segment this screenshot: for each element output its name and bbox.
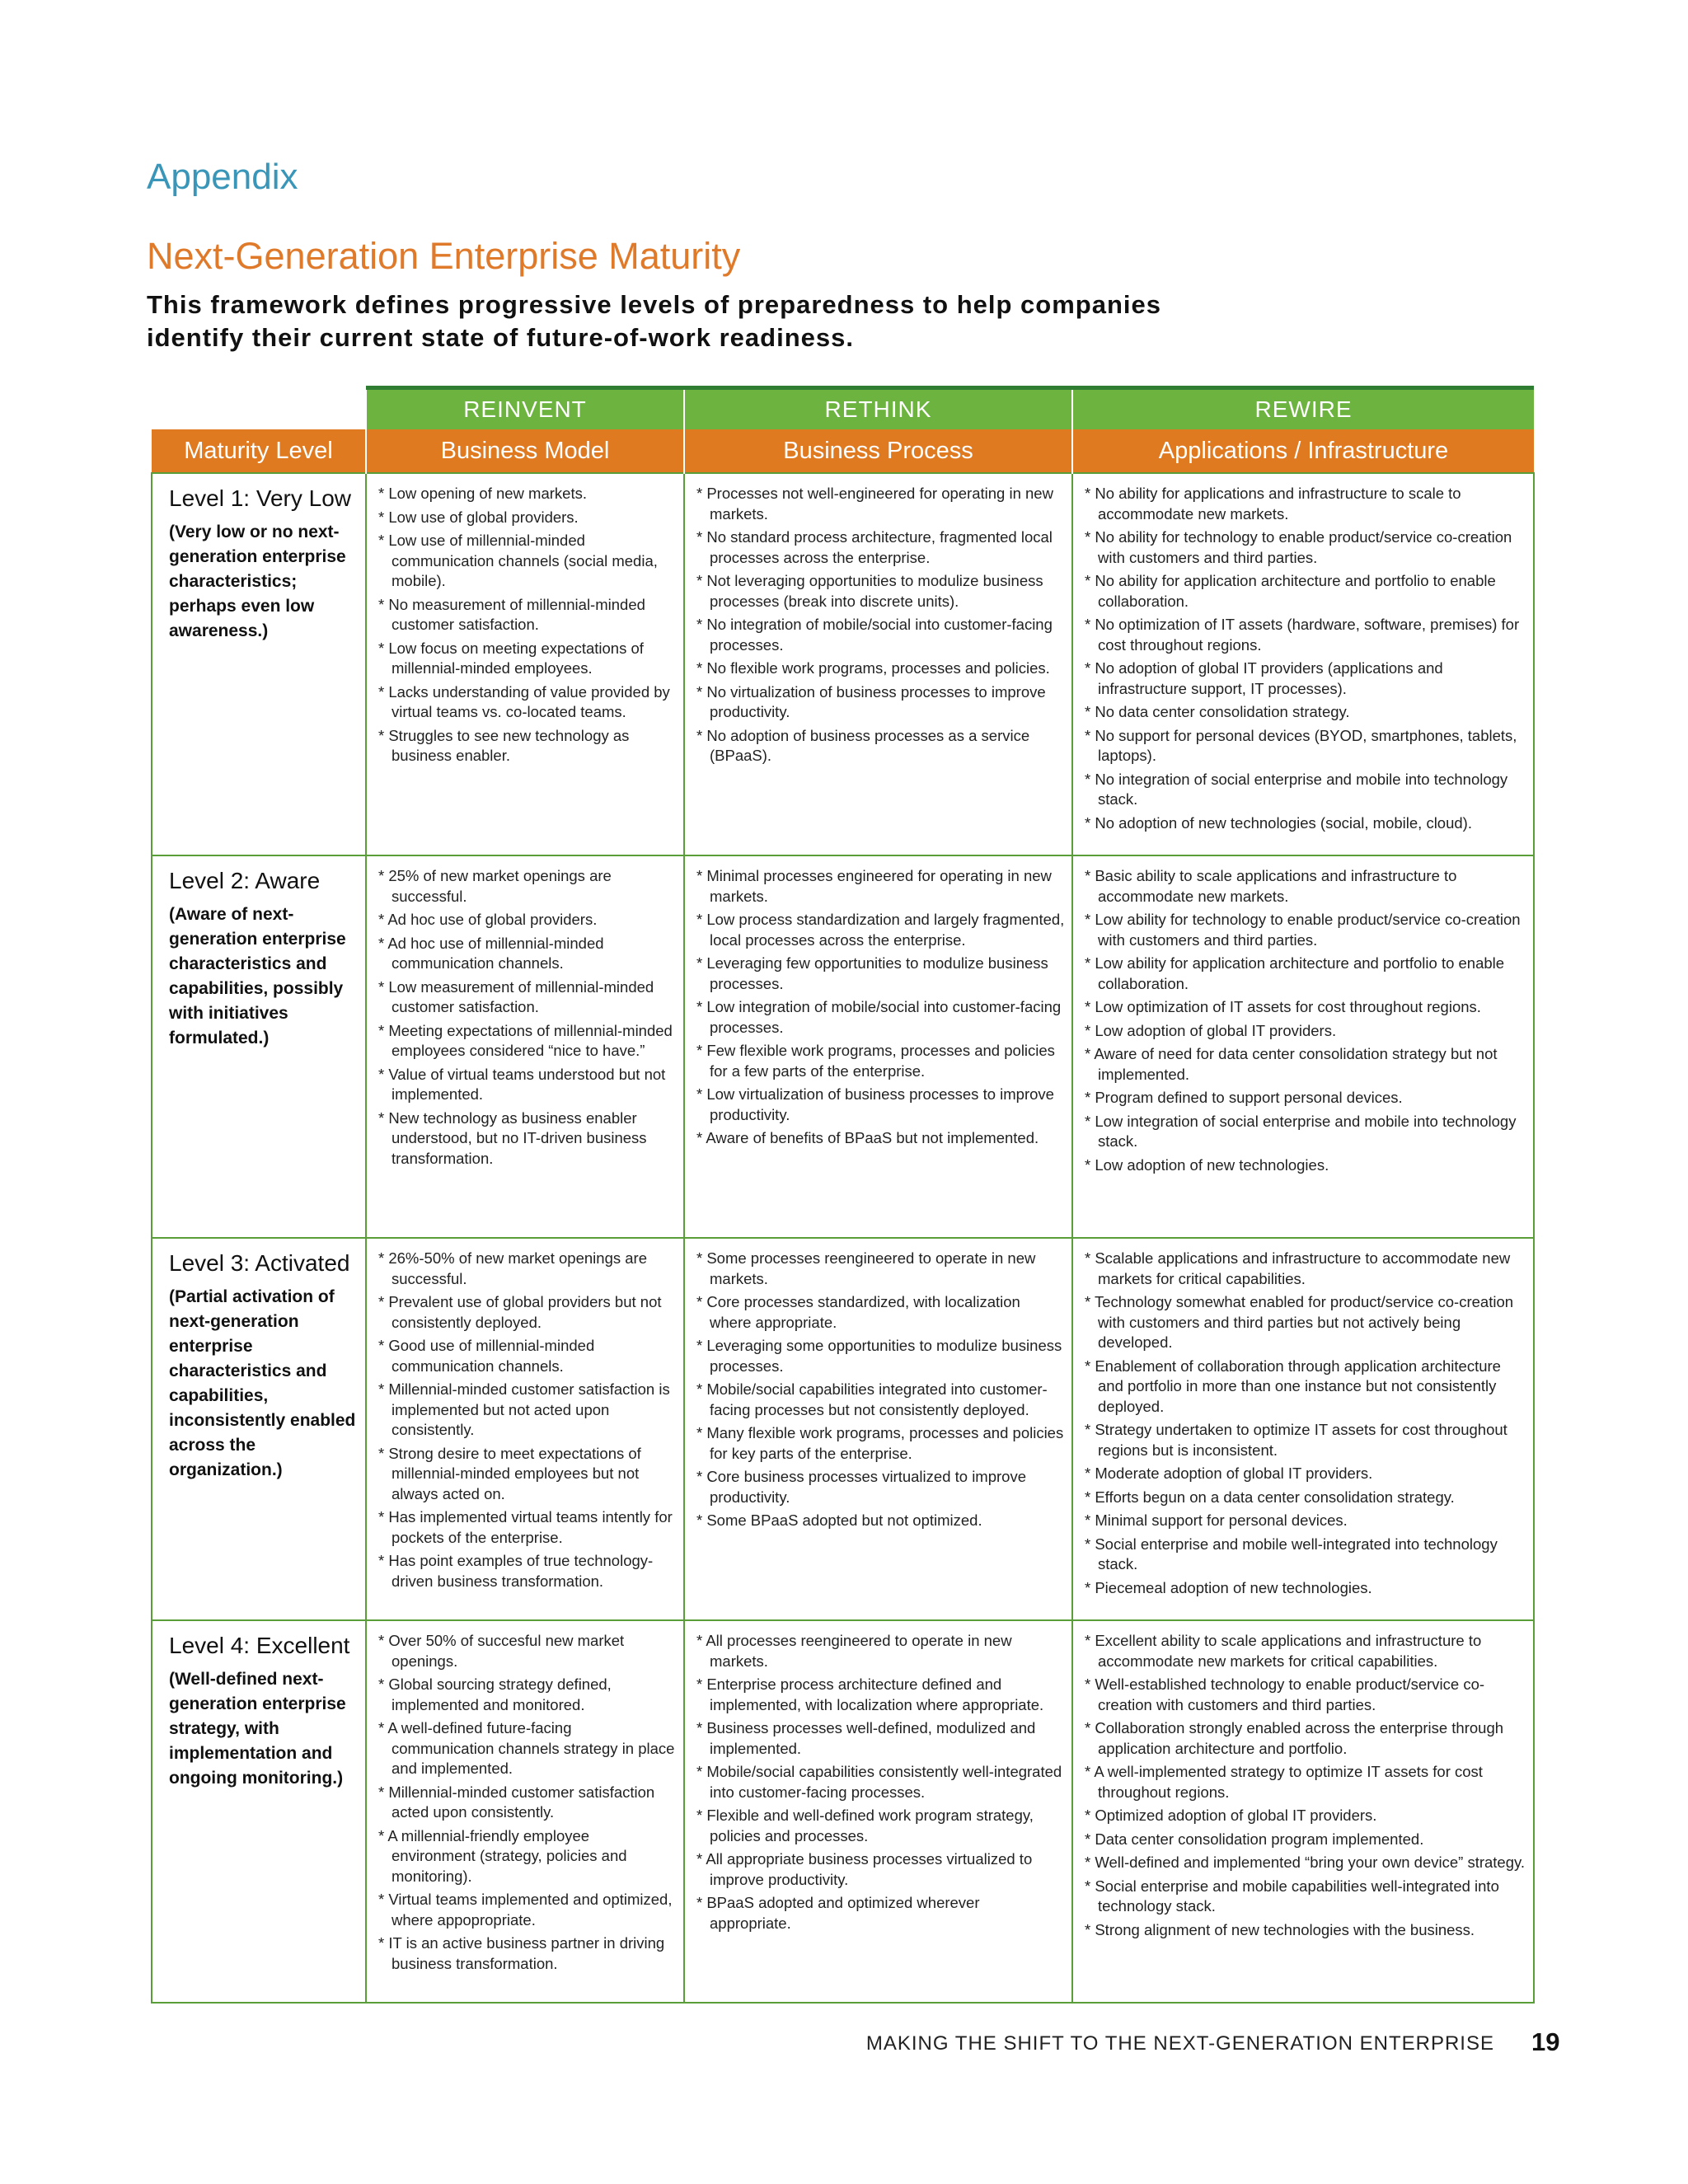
level-rows: [152, 473, 1534, 2003]
level-row: [152, 1620, 1534, 2003]
applications-cell: [1072, 473, 1534, 855]
bullet-item: * No integration of social enterprise and mobile into technology stack.: [1085, 770, 1526, 810]
intro-line: identify their current state of future-of-work readiness.: [147, 323, 854, 352]
bullet-item: * Core processes standardized, with localization where appropriate.: [696, 1292, 1065, 1333]
business-process-cell: [684, 1238, 1072, 1620]
bullet-item: * No adoption of new technologies (social, mobile, cloud).: [1085, 813, 1526, 834]
bullet-item: * Millennial-minded customer satisfaction is implemented but not acted upon consistently.: [378, 1380, 677, 1441]
bullet-item: * Social enterprise and mobile capabilities well-integrated into technology stack.: [1085, 1877, 1526, 1917]
level-description: (Partial activation of next-generation enterprise characteristics and capabilities, inconsistently enabled across the organization.): [169, 1287, 356, 1479]
bullet-list: [685, 474, 1071, 766]
bullet-item: * Over 50% of succesful new market openings.: [378, 1631, 677, 1671]
bullet-item: * Mobile/social capabilities consistently well-integrated into customer-facing processes.: [696, 1762, 1065, 1802]
bullet-item: * Leveraging some opportunities to modulize business processes.: [696, 1336, 1065, 1376]
level-description: (Aware of next-generation enterprise characteristics and capabilities, possibly with initiatives formulated.): [169, 905, 346, 1047]
bullet-item: * No ability for applications and infrastructure to scale to accommodate new markets.: [1085, 484, 1526, 524]
bullet-item: * Enablement of collaboration through application architecture and portfolio in more than one instance but not consistently deployed.: [1085, 1357, 1526, 1418]
bullet-item: * Optimized adoption of global IT providers.: [1085, 1806, 1526, 1826]
bullet-item: * Some processes reengineered to operate in new markets.: [696, 1249, 1065, 1289]
bullet-item: * Low adoption of new technologies.: [1085, 1155, 1526, 1176]
bullet-item: * Some BPaaS adopted but not optimized.: [696, 1511, 1065, 1531]
bullet-item: * Excellent ability to scale applications and infrastructure to accommodate new markets for critical capabilities.: [1085, 1631, 1526, 1671]
bullet-item: * Millennial-minded customer satisfaction acted upon consistently.: [378, 1783, 677, 1823]
bullet-item: * Low ability for application architecture and portfolio to enable collaboration.: [1085, 954, 1526, 994]
bullet-list: [367, 856, 683, 1169]
bullet-item: * No adoption of global IT providers (applications and infrastructure support, IT processes).: [1085, 658, 1526, 699]
bullet-item: * Low use of global providers.: [378, 508, 677, 528]
bullet-list: [1073, 1621, 1533, 1940]
pillar-header-row: [152, 390, 1534, 429]
bullet-item: * Low ability for technology to enable product/service co-creation with customers and third parties.: [1085, 910, 1526, 950]
bullet-item: * Social enterprise and mobile well-integrated into technology stack.: [1085, 1535, 1526, 1575]
bullet-item: * Virtual teams implemented and optimized, where appopropriate.: [378, 1890, 677, 1930]
business-model-cell: [366, 1238, 684, 1620]
bullet-item: * Piecemeal adoption of new technologies.: [1085, 1578, 1526, 1599]
footer-text: MAKING THE SHIFT TO THE NEXT-GENERATION ENTERPRISE: [865, 2032, 1494, 2055]
bullet-item: * 26%-50% of new market openings are successful.: [378, 1249, 677, 1289]
bullet-item: * Aware of benefits of BPaaS but not implemented.: [696, 1128, 1065, 1149]
bullet-list: [1073, 856, 1533, 1175]
bullet-item: * No ability for application architecture and portfolio to enable collaboration.: [1085, 571, 1526, 612]
level-name: Level 1: Very Low: [169, 485, 352, 511]
bullet-item: * No virtualization of business processes to improve productivity.: [696, 682, 1065, 723]
level-row: [152, 1238, 1534, 1620]
bullet-item: * Low adoption of global IT providers.: [1085, 1021, 1526, 1042]
bullet-item: * No ability for technology to enable product/service co-creation with customers and third parties.: [1085, 527, 1526, 568]
bullet-item: * Good use of millennial-minded communication channels.: [378, 1336, 677, 1376]
business-process-cell: [684, 855, 1072, 1238]
level-name: Level 3: Activated: [169, 1250, 350, 1276]
bullet-item: * No adoption of business processes as a service (BPaaS).: [696, 726, 1065, 766]
bullet-list: [685, 1621, 1071, 1933]
bullet-item: * Struggles to see new technology as business enabler.: [378, 726, 677, 766]
bullet-item: * Low virtualization of business processes to improve productivity.: [696, 1085, 1065, 1125]
bullet-item: * Low process standardization and largely fragmented, local processes across the enterprise.: [696, 910, 1065, 950]
bullet-item: * Aware of need for data center consolidation strategy but not implemented.: [1085, 1044, 1526, 1085]
col-maturity-level: Maturity Level: [152, 429, 366, 473]
bullet-item: * Well-established technology to enable product/service co-creation with customers and third parties.: [1085, 1675, 1526, 1715]
bullet-item: * Ad hoc use of millennial-minded communication channels.: [378, 934, 677, 974]
bullet-item: * Enterprise process architecture defined and implemented, with localization where appropriate.: [696, 1675, 1065, 1715]
level-description: (Well-defined next-generation enterprise strategy, with implementation and ongoing monitoring.): [169, 1670, 346, 1788]
business-process-cell: [684, 473, 1072, 855]
bullet-item: * No optimization of IT assets (hardware, software, premises) for cost throughout regions.: [1085, 615, 1526, 655]
bullet-item: * Prevalent use of global providers but not consistently deployed.: [378, 1292, 677, 1333]
intro-text: [147, 288, 1301, 354]
bullet-item: * 25% of new market openings are successful.: [378, 866, 677, 907]
bullet-item: * No support for personal devices (BYOD, smartphones, tablets, laptops).: [1085, 726, 1526, 766]
bullet-item: * No data center consolidation strategy.: [1085, 702, 1526, 723]
bullet-item: * Program defined to support personal devices.: [1085, 1088, 1526, 1108]
bullet-item: * Efforts begun on a data center consolidation strategy.: [1085, 1488, 1526, 1508]
bullet-item: * Lacks understanding of value provided by virtual teams vs. co-located teams.: [378, 682, 677, 723]
business-model-cell: [366, 855, 684, 1238]
bullet-item: * Many flexible work programs, processes and policies for key parts of the enterprise.: [696, 1423, 1065, 1464]
bullet-list: [367, 474, 683, 766]
bullet-item: * BPaaS adopted and optimized wherever appropriate.: [696, 1893, 1065, 1933]
maturity-matrix: [151, 386, 1535, 2004]
bullet-list: [685, 856, 1071, 1149]
bullet-item: * Technology somewhat enabled for product/service co-creation with customers and third parties but not actively being developed.: [1085, 1292, 1526, 1353]
bullet-item: * Leveraging few opportunities to modulize business processes.: [696, 954, 1065, 994]
pillar-rethink: RETHINK: [684, 390, 1072, 429]
pillar-rewire: REWIRE: [1072, 390, 1534, 429]
bullet-item: * Ad hoc use of global providers.: [378, 910, 677, 930]
bullet-item: * Business processes well-defined, modulized and implemented.: [696, 1718, 1065, 1759]
bullet-list: [367, 1239, 683, 1591]
business-model-cell: [366, 473, 684, 855]
bullet-item: * Minimal support for personal devices.: [1085, 1511, 1526, 1531]
level-name: Level 4: Excellent: [169, 1633, 350, 1658]
level-description: (Very low or no next-generation enterprise characteristics; perhaps even low awareness.): [169, 523, 346, 640]
bullet-item: * No measurement of millennial-minded customer satisfaction.: [378, 595, 677, 635]
bullet-item: * Core business processes virtualized to improve productivity.: [696, 1467, 1065, 1507]
bullet-item: * All appropriate business processes virtualized to improve productivity.: [696, 1849, 1065, 1890]
bullet-item: * A well-defined future-facing communication channels strategy in place and implemented.: [378, 1718, 677, 1779]
applications-cell: [1072, 1238, 1534, 1620]
bullet-item: * Moderate adoption of global IT providers.: [1085, 1464, 1526, 1484]
pillar-reinvent: REINVENT: [366, 390, 684, 429]
bullet-item: * Low integration of mobile/social into customer-facing processes.: [696, 997, 1065, 1038]
bullet-list: [367, 1621, 683, 1974]
bullet-item: * Has implemented virtual teams intently for pockets of the enterprise.: [378, 1507, 677, 1548]
page-title: Next-Generation Enterprise Maturity: [147, 235, 741, 277]
col-business-model: Business Model: [366, 429, 684, 473]
bullet-item: * Strong alignment of new technologies with the business.: [1085, 1920, 1526, 1941]
intro-line: This framework defines progressive levels of preparedness to help companies: [147, 290, 1162, 319]
bullet-item: * No flexible work programs, processes and policies.: [696, 658, 1065, 679]
bullet-item: * Low opening of new markets.: [378, 484, 677, 504]
bullet-item: * Global sourcing strategy defined, implemented and monitored.: [378, 1675, 677, 1715]
bullet-item: * IT is an active business partner in driving business transformation.: [378, 1933, 677, 1974]
business-process-cell: [684, 1620, 1072, 2003]
bullet-item: * Basic ability to scale applications and infrastructure to accommodate new markets.: [1085, 866, 1526, 907]
bullet-item: * Few flexible work programs, processes and policies for a few parts of the enterprise.: [696, 1041, 1065, 1081]
bullet-item: * Flexible and well-defined work program strategy, policies and processes.: [696, 1806, 1065, 1846]
bullet-item: * Strategy undertaken to optimize IT assets for cost throughout regions but is inconsistent.: [1085, 1420, 1526, 1460]
bullet-item: * Scalable applications and infrastructure to accommodate new markets for critical capabilities.: [1085, 1249, 1526, 1289]
bullet-item: * Collaboration strongly enabled across the enterprise through application architecture and portfolio.: [1085, 1718, 1526, 1759]
applications-cell: [1072, 1620, 1534, 2003]
bullet-item: * All processes reengineered to operate in new markets.: [696, 1631, 1065, 1671]
column-header-row: [152, 429, 1534, 473]
business-model-cell: [366, 1620, 684, 2003]
bullet-item: * Meeting expectations of millennial-minded employees considered “nice to have.”: [378, 1021, 677, 1062]
bullet-item: * Well-defined and implemented “bring your own device” strategy.: [1085, 1853, 1526, 1873]
bullet-item: * Low use of millennial-minded communication channels (social media, mobile).: [378, 531, 677, 592]
bullet-item: * Not leveraging opportunities to modulize business processes (break into discrete units).: [696, 571, 1065, 612]
bullet-list: [685, 1239, 1071, 1531]
col-applications-infrastructure: Applications / Infrastructure: [1072, 429, 1534, 473]
bullet-item: * Low integration of social enterprise and mobile into technology stack.: [1085, 1112, 1526, 1152]
page-number: 19: [1531, 2027, 1560, 2056]
bullet-item: * Data center consolidation program implemented.: [1085, 1830, 1526, 1850]
bullet-item: * Minimal processes engineered for operating in new markets.: [696, 866, 1065, 907]
bullet-item: * A millennial-friendly employee environment (strategy, policies and monitoring).: [378, 1826, 677, 1887]
bullet-list: [1073, 474, 1533, 833]
bullet-item: * Processes not well-engineered for operating in new markets.: [696, 484, 1065, 524]
bullet-item: * Low optimization of IT assets for cost throughout regions.: [1085, 997, 1526, 1018]
bullet-item: * No integration of mobile/social into customer-facing processes.: [696, 615, 1065, 655]
bullet-item: * Strong desire to meet expectations of millennial-minded employees but not always acted on.: [378, 1444, 677, 1505]
maturity-level-cell: [152, 1620, 366, 2003]
bullet-item: * New technology as business enabler understood, but no IT-driven business transformation.: [378, 1108, 677, 1169]
col-business-process: Business Process: [684, 429, 1072, 473]
level-name: Level 2: Aware: [169, 868, 321, 893]
bullet-item: * Has point examples of true technology-driven business transformation.: [378, 1551, 677, 1591]
applications-cell: [1072, 855, 1534, 1238]
bullet-list: [1073, 1239, 1533, 1598]
bullet-item: * A well-implemented strategy to optimize IT assets for cost throughout regions.: [1085, 1762, 1526, 1802]
bullet-item: * Value of virtual teams understood but not implemented.: [378, 1065, 677, 1105]
appendix-heading: Appendix: [147, 157, 298, 197]
bullet-item: * Low measurement of millennial-minded customer satisfaction.: [378, 977, 677, 1018]
maturity-level-cell: [152, 473, 366, 855]
level-row: [152, 855, 1534, 1238]
bullet-item: * Low focus on meeting expectations of millennial-minded employees.: [378, 639, 677, 679]
bullet-item: * No standard process architecture, fragmented local processes across the enterprise.: [696, 527, 1065, 568]
level-row: [152, 473, 1534, 855]
maturity-level-cell: [152, 1238, 366, 1620]
bullet-item: * Mobile/social capabilities integrated into customer-facing processes but not consistently deployed.: [696, 1380, 1065, 1420]
maturity-level-cell: [152, 855, 366, 1238]
